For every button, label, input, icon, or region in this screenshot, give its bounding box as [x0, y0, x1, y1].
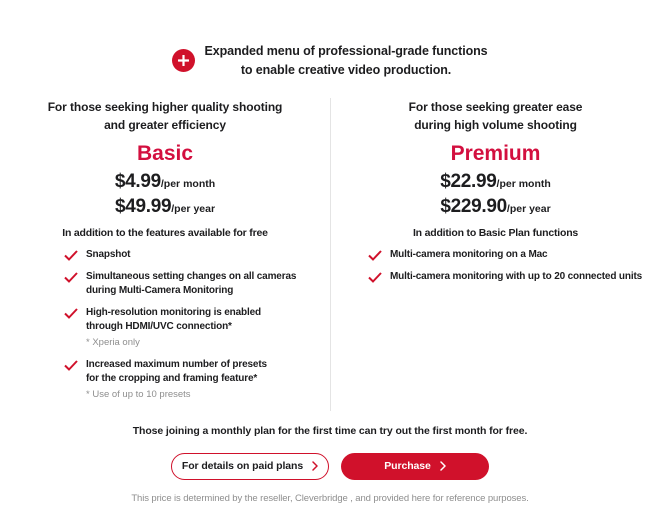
plan-premium-name: Premium: [450, 141, 541, 165]
plan-basic-monthly-price: [0, 171, 330, 193]
price-amount: $229.90: [440, 195, 507, 217]
plan-basic-feature-list: [0, 248, 330, 402]
page-title-line2: to enable creative video production.: [240, 62, 452, 77]
price-amount: $49.99: [114, 195, 172, 217]
plan-premium-yearly-price: [331, 196, 660, 218]
intro-line2: during high volume shooting: [414, 117, 577, 132]
check-icon: [64, 360, 78, 371]
plan-premium-column: [330, 98, 660, 411]
check-icon: [368, 250, 382, 261]
page-header: [0, 42, 660, 80]
plan-premium-monthly-price: [331, 171, 660, 193]
price-disclaimer: This price is determined by the reseller, Cleverbridge , and provided here for reference purposes.: [131, 492, 529, 504]
trial-note: Those joining a monthly plan for the first time can try out the first month for free.: [132, 424, 528, 437]
feature-label: Simultaneous setting changes on all cameras during Multi-Camera Monitoring: [86, 271, 297, 297]
details-button-label: For details on paid plans: [181, 460, 304, 473]
feature-item: [64, 270, 324, 298]
price-suffix: /per year: [506, 202, 551, 215]
check-icon: [64, 308, 78, 319]
chevron-right-icon: [440, 461, 446, 471]
plan-columns: [0, 98, 660, 411]
feature-item: [64, 306, 324, 334]
chevron-right-icon: [312, 461, 318, 471]
plan-basic-intro: [0, 98, 330, 134]
feature-label: Multi-camera monitoring with up to 20 connected units: [390, 271, 643, 283]
price-suffix: /per month: [496, 177, 551, 190]
plus-icon: [172, 49, 195, 72]
feature-note: * Use of up to 10 presets: [86, 389, 191, 401]
page-title: [204, 42, 487, 80]
plan-premium-intro: [331, 98, 660, 134]
plan-basic-name: Basic: [136, 141, 194, 165]
feature-label: Multi-camera monitoring on a Mac: [390, 249, 548, 261]
price-suffix: /per year: [171, 202, 216, 215]
intro-line2: and greater efficiency: [104, 117, 226, 132]
price-suffix: /per month: [160, 177, 216, 190]
feature-note: * Xperia only: [86, 337, 140, 349]
plan-basic-yearly-price: [0, 196, 330, 218]
check-icon: [368, 272, 382, 283]
plan-premium-feature-list: [331, 248, 660, 284]
feature-item: [368, 270, 654, 284]
bottom-section: [0, 424, 660, 504]
price-amount: $4.99: [114, 170, 161, 192]
page-title-line1: Expanded menu of professional-grade functions: [204, 44, 488, 58]
feature-item: [368, 248, 654, 262]
intro-line1: For those seeking higher quality shooting: [47, 99, 283, 114]
action-buttons: [0, 453, 660, 480]
plan-basic-column: [0, 98, 330, 411]
feature-label: Snapshot: [86, 249, 131, 261]
check-icon: [64, 272, 78, 283]
plan-premium-features-header: In addition to Basic Plan functions: [412, 227, 579, 240]
intro-line1: For those seeking greater ease: [408, 99, 583, 114]
plan-basic-features-header: In addition to the features available for free: [62, 227, 268, 240]
feature-item: [64, 358, 324, 386]
price-amount: $22.99: [440, 170, 497, 192]
feature-label: Increased maximum number of presets for the cropping and framing feature*: [86, 359, 267, 385]
purchase-button-label: Purchase: [384, 460, 431, 473]
feature-label: High-resolution monitoring is enabled through HDMI/UVC connection*: [86, 307, 262, 333]
purchase-button[interactable]: [341, 453, 489, 480]
check-icon: [64, 250, 78, 261]
feature-item: [64, 248, 324, 262]
details-button[interactable]: [171, 453, 329, 480]
